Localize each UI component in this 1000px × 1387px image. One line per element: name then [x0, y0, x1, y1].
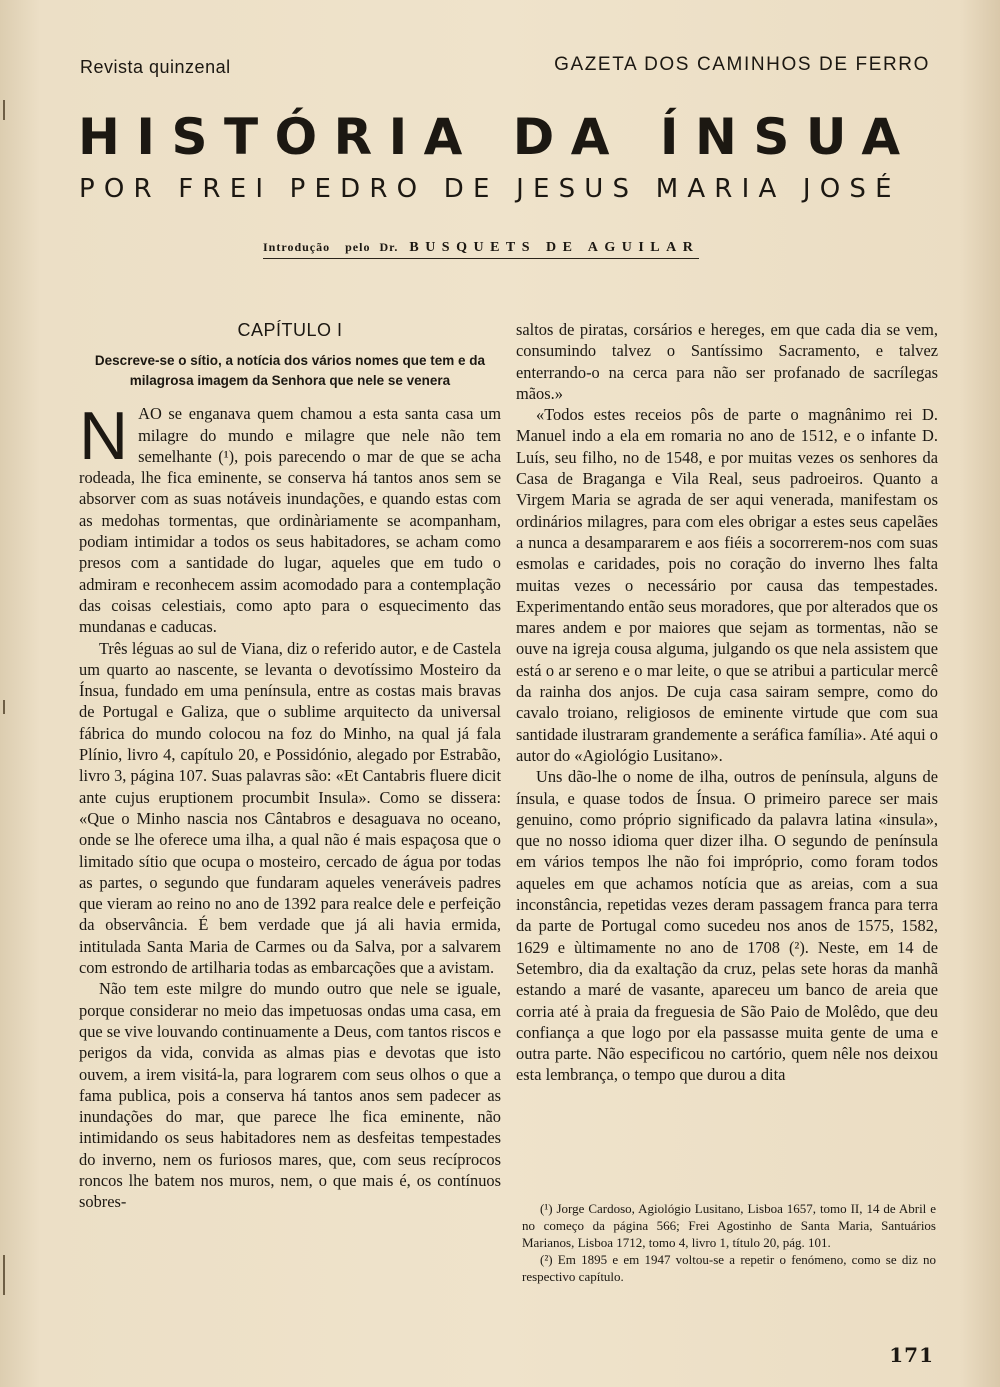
footnote: (¹) Jorge Cardoso, Agiológio Lusitano, Lisboa 1657, tomo II, 14 de Abril e no começo da página 566; Frei Agostinho de Santa Maria, Santuários Marianos, Lisboa 1712, tomo 4, livro 1, título 20, pág. 101.	[522, 1201, 936, 1250]
paragraph: Três léguas ao sul de Viana, diz o referido autor, e de Castela um quarto ao nascente, se levanta o devotíssimo Mosteiro da Ínsua, fundado em uma península, entre as costas mais bravas de Portugal e Galiza, que o sublime arquitecto da universal fábrica do mundo colocou na foz do Minho, na qual já fala Plínio, livro 4, capítulo 20, e Possidónio, alegado por Estrabão, livro 3, página 107. Suas palavras são: «Et Cantabris fluere dicit ante cujus eruptionem procumbit Insula». Como se dissera: «Que o Minho nascia nos Cântabros e desaguava no oceano, onde se lhe oferece uma ilha, a qual não é mais espaçosa que o limitado sítio que ocupa o mosteiro, cercado de água por todas as partes, o segundo que fundaram aqueles veneráveis padres que vieram ao reino no ano de 1392 para realce dele e perfeição da observância. É bem verdade que já ali havia ermida, intitulada Santa Maria de Carmes ou da Salva, por a salvarem com estrondo de artilharia todas as embarcações que a avistam.	[79, 638, 501, 978]
page-number: 171	[889, 1343, 934, 1367]
paragraph: saltos de piratas, corsários e hereges, em que cada dia se vem, consumindo talvez o Santíssimo Sacramento, e talvez enterrando-o na cerca para não ser profanado de sacrílegas mãos.»	[516, 320, 938, 403]
page-edge-mark	[3, 100, 5, 120]
page-edge-mark	[3, 700, 5, 714]
intro-by: pelo	[345, 240, 371, 254]
right-column	[516, 319, 938, 1086]
paragraph: Uns dão-lhe o nome de ilha, outros de península, alguns de ínsula, e quase todos de Ínsua. O primeiro parece ser mais genuino, como próprio significado da palavra latina «insula», que no nosso idioma quer dizer ilha. O segundo de península em vários tempos lhe não foi impróprio, como foram todos aqueles em que achamos notícia que as areias, com a sua inconstância, repetidas vezes deram passagem franca para terra da parte de Portugal como sucedeu nos anos de 1575, 1582, 1629 e ùltimamente no ano de 1708 (²). Neste, em 14 de Setembro, dia da exaltação da cruz, pelas sete horas da manhã estando a maré de vasante, apareceu um banco de areia que corria até à praia da freguesia de São Paio de Molêdo, que deu confiança a que logo por ela passasse muita gente de uma e outra parte. Não especificou no cartório, quem nêle nos deixou esta lembrança, o tempo que durou a dita	[516, 767, 938, 1085]
left-column	[79, 318, 501, 1213]
drop-cap: N	[79, 398, 129, 475]
article-subtitle: POR FREI PEDRO DE JESUS MARIA JOSÉ	[79, 174, 901, 204]
article-title: HISTÓRIA DA ÍNSUA	[78, 108, 917, 166]
introduction-credit	[263, 240, 699, 259]
intro-author: BUSQUETS DE AGUILAR	[409, 240, 700, 255]
paragraph: «Todos estes receios pôs de parte o magnânimo rei D. Manuel indo a ela em romaria no ano de 1512, e o infante D. Luís, seu filho, no de 1548, e por muitas vezes os senhores da Casa de Braganga e Vila Real, seus padroeiros. Quanto a Virgem Maria se agrada de ser aqui venerada, manifestam os ordinários milagres, para com eles obrigar a estes seus capelães a nunca a desampararem e aos fiéis a socorrerem-nos com suas esmolas e caridades, pois no coração do inverno lhes falta muitas vezes o necessário por causa das tempestades. Experimentando então seus moradores, que por alterados que os mares andem e por maiores que sejam as tormentas, não se ouve na igreja cousa alguma, julgando os que nela assistem que está o ar sereno e o mar leite, o que se atribui a particular mercê da rainha dos anjos. De cuja casa sairam sempre, como do cavalo troiano, religiosos de eminente virtude que com sua santidade ilustraram grandemente a seráfica família». Até aqui o autor do «Agiológio Lusitano».	[516, 405, 938, 765]
paragraph: Não tem este milgre do mundo outro que nele se iguale, porque considerar no meio das impetuosas ondas uma casa, em que se vive louvando continuamente a Deus, com tantos riscos e perigos da vida, convida as almas pias e devotas que isto ouvem, a irem visitá-la, para lograrem com seus olhos o que a fama publica, pois a conserva há tantos anos sem padecer as inundações do mar, que parece lhe fica eminente, não intimidando os seus habitadores nem as desfeitas tempestades do inverno, nem os furiosos mares, que, com seus recíprocos roncos lhe batem nos muros, nem, o que mais é, os contínuos sobres-	[79, 979, 501, 1212]
chapter-summary: Descreve-se o sítio, a notícia dos vários nomes que tem e da milagrosa imagem da Senhora que nele se venera	[94, 353, 486, 389]
paragraph	[79, 398, 501, 637]
chapter-heading: CAPÍTULO I	[237, 320, 343, 340]
page-edge-mark	[3, 1255, 5, 1295]
intro-label: Introdução	[263, 240, 331, 254]
footnote: (²) Em 1895 e em 1947 voltou-se a repetir o fenómeno, como se diz no respectivo capítulo.	[522, 1252, 936, 1284]
running-header-left: Revista quinzenal	[80, 57, 231, 77]
paragraph-text: AO se enganava quem chamou a esta santa casa um milagre do mundo e milagre que nele não tem semelhante (¹), pois parecendo o mar de que se acha rodeada, lhe fica eminente, se conserva há tantos anos sem se absorver com as suas notáveis inundações, e quando estas com as medohas tormentas, que ordinàriamente se acompanham, podiam intimidar a todos os seus habitadores, se acham como presos com a santidade do lugar, aqueles que em tudo o admiram e reconhecem assim acomodado para a contemplação das coisas celestiais, como apto para o esquecimento das mundanas e caducas.	[79, 404, 501, 637]
intro-author-title: Dr.	[379, 240, 399, 254]
footnotes	[522, 1200, 936, 1285]
running-header-right: GAZETA DOS CAMINHOS DE FERRO	[554, 54, 930, 75]
